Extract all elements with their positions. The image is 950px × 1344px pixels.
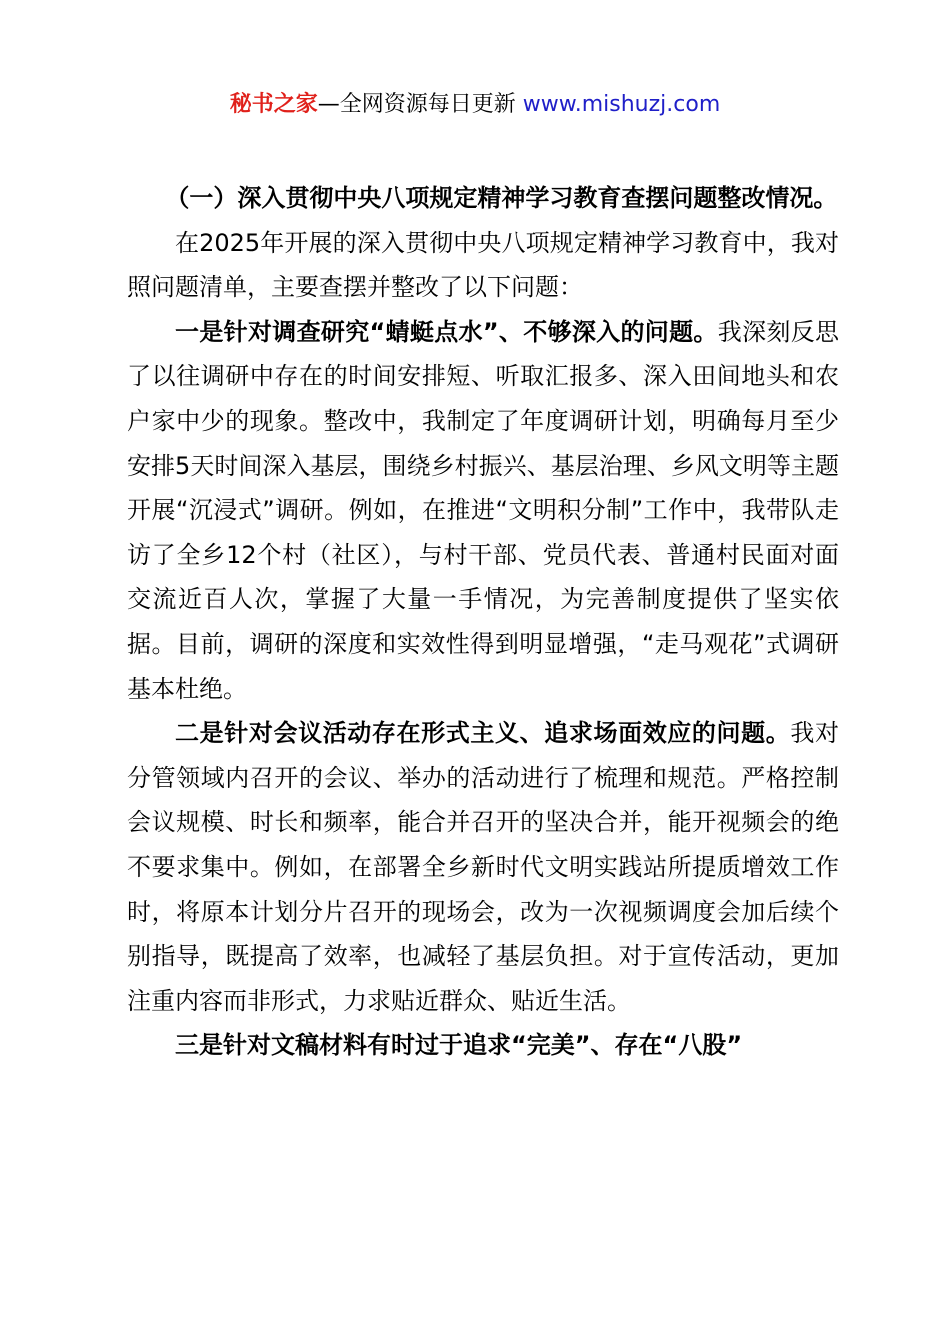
site-url-link[interactable]: www.mishuzj.com — [522, 92, 721, 117]
intro-paragraph: 在2025年开展的深入贯彻中央八项规定精神学习教育中，我对照问题清单，主要查摆并整改了以下问题： — [127, 228, 839, 302]
item-paragraph-1 — [127, 310, 839, 711]
document-body — [127, 176, 839, 1068]
site-header — [0, 88, 950, 122]
item-lead-1: 一是针对调查研究“蜻蜓点水”、不够深入的问题。 — [175, 317, 718, 346]
item-lead-2: 二是针对会议活动存在形式主义、追求场面效应的问题。 — [175, 719, 791, 748]
section-title: （一）深入贯彻中央八项规定精神学习教育查摆问题整改情况。 — [165, 184, 838, 212]
item-lead-3: 三是针对文稿材料有时过于追求“完美”、存在“八股” — [175, 1031, 743, 1060]
item-paragraph-2 — [127, 711, 839, 1023]
header-tagline: —全网资源每日更新 — [317, 92, 516, 117]
brand-name: 秘书之家 — [229, 92, 318, 117]
item-text-1: 我深刻反思了以往调研中存在的时间安排短、听取汇报多、深入田间地头和农户家中少的现象。整改中，我制定了年度调研计划，明确每月至少安排5天时间深入基层，围绕乡村振兴、基层治理、乡风文明等主题开展“沉浸式”调研。例如，在推进“文明积分制”工作中，我带队走访了全乡12个村（社区），与村干部、党员代表、普通村民面对面交流近百人次，掌握了大量一手情况，为完善制度提供了坚实依据。目前，调研的深度和实效性得到明显增强，“走马观花”式调研基本杜绝。 — [127, 317, 840, 703]
item-paragraph-3 — [127, 1023, 839, 1068]
item-text-2: 我对分管领域内召开的会议、举办的活动进行了梳理和规范。严格控制会议规模、时长和频率，能合并召开的坚决合并，能开视频会的绝不要求集中。例如，在部署全乡新时代文明实践站所提质增效工作时，将原本计划分片召开的现场会，改为一次视频调度会加后续个别指导，既提高了效率，也减轻了基层负担。对于宣传活动，更加注重内容而非形式，力求贴近群众、贴近生活。 — [127, 719, 840, 1015]
